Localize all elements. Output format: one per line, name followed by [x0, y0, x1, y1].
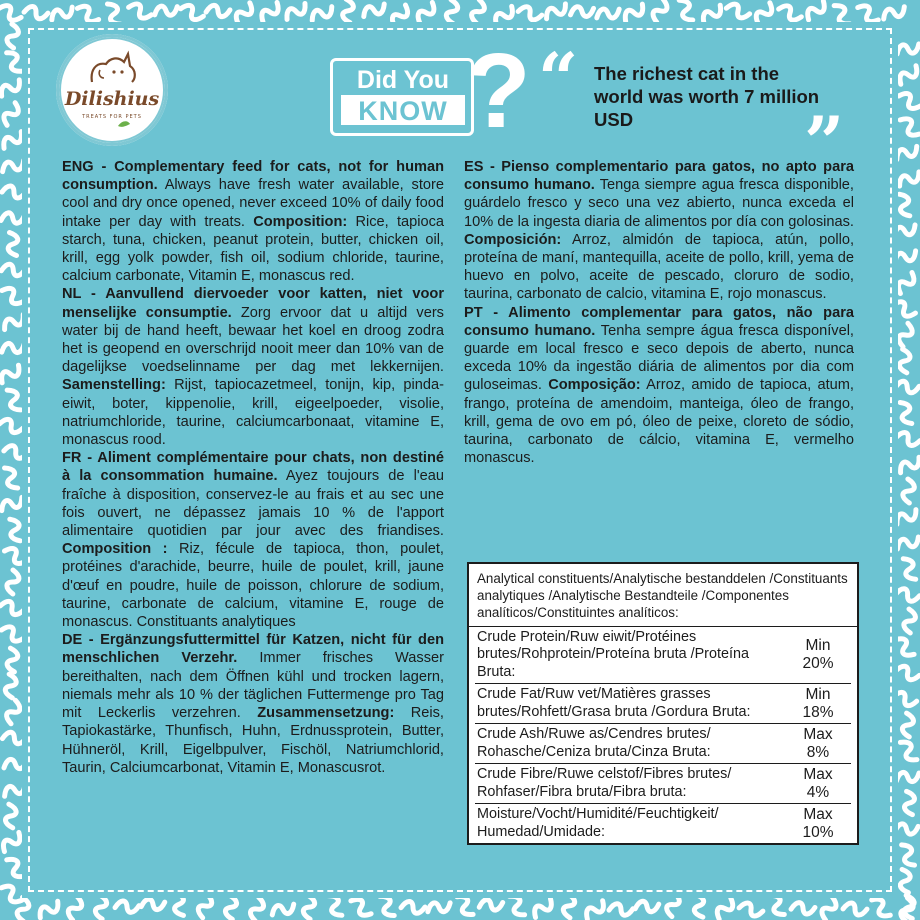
constituent-label: Moisture/Vocht/Humidité/Feuchtigkeit/ Humedad/Umidade:: [477, 806, 719, 840]
constituent-value: [785, 804, 851, 843]
section-fr: [62, 449, 444, 631]
composition-label: Composition:: [253, 213, 348, 230]
constituent-qualifier: Max: [803, 725, 833, 743]
brand-tagline: TREATS FOR PETS: [82, 114, 142, 120]
constituent-percent: 18%: [802, 703, 834, 721]
question-mark-icon: ?: [466, 32, 531, 150]
section-body: Immer frisches Wasser bereithalten, nach dem Öffnen kühl und trocken lagern, niemals mehr als 10 % der täglichen Futtermenge pro Tag mit Leckerlis verzehren.: [62, 650, 444, 722]
composition-text: Rice, tapioca starch, tuna, chicken, peanut protein, butter, chicken oil, krill, egg yolk powder, fish oil, sodium chloride, taurine, calcium carbonate, Vitamin E, monascus red.: [62, 213, 445, 285]
composition-text: Rijst, tapiocazetmeel, tonijn, kip, pinda-eiwit, boter, kippenolie, krill, eigeelpoeder, visolie, natriumchloride, taurine, calciumcarbonaat, vitamine E, monascus rood.: [62, 377, 444, 449]
quote-close-icon: ”: [804, 101, 845, 184]
fun-fact: The richest cat in the world was worth 7 million USD: [594, 63, 820, 130]
quote-icon: “: [538, 37, 579, 120]
constituent-label: Crude Fat/Ruw vet/Matières grasses brutes/Rohfett/Grasa bruta /Gordura Bruta:: [477, 686, 751, 720]
section-body: Tenga siempre agua fresca disponible, guárdelo fresco y seco una vez abierto, nunca exceda el 10% de la ingesta diaria de alimentos por día con golosinas.: [464, 177, 854, 230]
constituent-value: [785, 684, 851, 723]
section-body: Tenha sempre água fresca disponível, guarde em local fresco e seco depois de aberto, nunca exceda 10% da ingestão diária de alimentos por dia com guloseimas.: [464, 322, 854, 394]
section-heading: ENG - Complementary feed for cats, not for human consumption.: [62, 159, 444, 194]
constituent-label: Crude Fibre/Ruwe celstof/Fibres brutes/ Rohfaser/Fibra bruta/Fibra bruta:: [477, 766, 732, 800]
section-body: Always have fresh water available, store cool and dry once opened, never exceed 10% of daily food intake per day with treats.: [62, 177, 444, 230]
leaf-icon: [118, 121, 130, 127]
did-you-text: Did You: [356, 66, 450, 94]
section-heading: FR - Aliment complémentaire pour chats, non destiné à la consommation humaine.: [62, 450, 444, 485]
constituent-percent: 20%: [802, 654, 834, 672]
analytical-constituents-table: [467, 562, 859, 845]
section-heading: ES - Pienso complementario para gatos, no apto para consumo humano.: [464, 159, 854, 194]
section-nl: [62, 285, 444, 449]
composition-label: Samenstelling:: [62, 377, 166, 394]
know-text: KNOW: [341, 95, 465, 125]
table-body: [469, 627, 857, 844]
constituent-percent: 4%: [806, 783, 830, 801]
constituent-value: [785, 724, 851, 763]
table-row: [475, 763, 851, 803]
constituent-label: Crude Protein/Ruw eiwit/Protéines brutes/Rohprotein/Proteína bruta /Proteína Bruta:: [477, 628, 749, 680]
section-heading: DE - Ergänzungsfuttermittel für Katzen, nicht für den menschlichen Verzehr.: [62, 632, 444, 667]
composition-text: Arroz, almidón de tapioca, atún, pollo, proteína de maní, mantequilla, aceite de pollo, krill, yema de huevo en polvo, aceite de pescado, cloruro de sodio, taurina, carbonato de calcio, vitamina E, rojo monascus.: [464, 231, 854, 303]
right-text-column: [464, 158, 854, 467]
composition-label: Composição:: [548, 377, 641, 394]
table-row: [475, 803, 851, 843]
constituent-value: [785, 764, 851, 803]
table-row: [475, 723, 851, 763]
constituent-qualifier: Max: [803, 765, 833, 783]
section-es: [464, 158, 854, 304]
brand-name: Dilishius: [64, 88, 160, 110]
section-de: [62, 631, 444, 777]
constituent-qualifier: Min: [805, 636, 831, 654]
composition-text: Arroz, amido de tapioca, atum, frango, proteína de amendoim, manteiga, óleo de frango, krill, gema de ovo em pó, óleo de peixe, cloreto de sódio, taurina, carbonato de cálcio, vitamina E, vermelho monascus.: [464, 377, 854, 467]
table-header: Analytical constituents/Analytische bestanddelen /Constituants analytiques /Analytische Bestandteile /Componentes analíticos/Constituintes analíticos:: [469, 564, 857, 627]
composition-label: Composición:: [464, 231, 562, 248]
constituent-percent: 10%: [802, 823, 834, 841]
composition-text: Reis, Tapiokastärke, Thunfisch, Huhn, Erdnussprotein, Butter, Hühneröl, Krill, Eigelbpulver, Fischöl, Natriumchlorid, Taurin, Calciumcarbonat, Vitamin E, Monascusrot.: [62, 705, 444, 776]
section-heading: NL - Aanvullend diervoeder voor katten, niet voor menselijke consumptie.: [62, 286, 444, 321]
composition-text: Riz, fécule de tapioca, thon, poulet, protéines d'arachide, beurre, huile de poulet, krill, jaune d'œuf en poudre, huile de poisson, chlorure de sodium, taurine, carbonate de calcium, vitamine E, rouge de monascus. Constituants analytiques: [62, 541, 444, 631]
left-text-column: [62, 158, 444, 777]
section-body: Zorg ervoor dat u altijd vers water bij de hand heeft, bewaar het koel en droog zodra het is geopend en overschrijd nooit meer dan 10% van de dagelijkse voedselinname per dag met lekkernijen.: [62, 304, 444, 376]
composition-label: Zusammensetzung:: [257, 705, 395, 722]
constituent-qualifier: Min: [805, 685, 831, 703]
section-heading: PT - Alimento complementar para gatos, não para consumo humano.: [464, 304, 854, 339]
constituent-label: Crude Ash/Ruwe as/Cendres brutes/ Rohasche/Ceniza bruta/Cinza Bruta:: [477, 726, 711, 760]
constituent-qualifier: Max: [803, 805, 833, 823]
constituent-value: [785, 627, 851, 684]
section-pt: [464, 304, 854, 468]
composition-label: Composition :: [62, 541, 168, 558]
table-row: [475, 683, 851, 723]
table-row: [475, 627, 851, 684]
constituent-percent: 8%: [806, 743, 830, 761]
brand-logo: [56, 34, 168, 146]
did-you-know-badge: [330, 58, 474, 136]
section-eng: [62, 158, 444, 285]
section-body: Ayez toujours de l'eau fraîche à disposition, conservez-le au frais et au sec une fois ouvert, ne dépassez jamais 10 % de l'apport alimentaire quotidien par jour avec des friandises.: [62, 468, 444, 540]
